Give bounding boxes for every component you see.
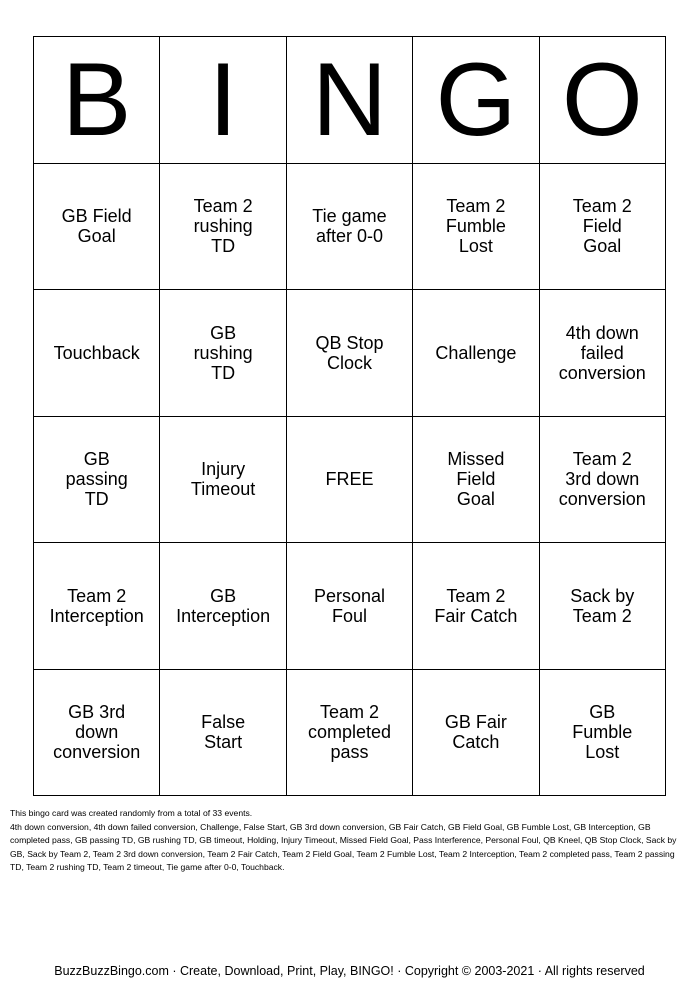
header-letter: B [62,41,132,158]
bingo-cell [413,670,539,797]
bingo-cell [34,417,160,544]
cell-label: GB 3rd down conversion [53,702,141,763]
bingo-cell [160,670,286,797]
bingo-cell [160,290,286,417]
cell-label: Team 2 Interception [49,585,144,626]
cell-label: GB Fumble Lost [572,702,633,763]
header-letter: G [435,41,517,158]
cell-label: 4th down failed conversion [558,322,646,383]
header-cell-i [160,37,286,164]
cell-label: Team 2 rushing TD [193,196,253,257]
bingo-cell [34,290,160,417]
cell-label: False Start [201,712,246,753]
cell-label: Team 2 Fumble Lost [445,196,506,257]
cell-label: Tie game after 0-0 [312,206,387,247]
bingo-cell [287,670,413,797]
bingo-cell [540,417,666,544]
cell-label: QB Stop Clock [315,332,384,373]
header-cell-g [413,37,539,164]
bingo-cell [413,543,539,670]
cell-label: Team 2 3rd down conversion [558,449,646,510]
info-intro: This bingo card was created randomly from a total of 33 events. [10,808,253,818]
cell-label: Touchback [53,342,140,363]
bingo-cell [34,164,160,291]
cell-label: Personal Foul [313,585,386,626]
cell-label: Challenge [435,342,517,363]
cell-label: Sack by Team 2 [570,585,635,626]
header-letter: I [208,41,238,158]
bingo-cell [287,543,413,670]
header-cell-n [287,37,413,164]
cell-label: GB rushing TD [193,322,253,383]
bingo-cell [287,164,413,291]
bingo-cell [413,164,539,291]
bingo-cell [287,290,413,417]
bingo-cell [540,670,666,797]
header-letter: O [561,41,643,158]
bingo-cell [34,543,160,670]
bingo-cell [540,164,666,291]
bingo-cell [540,290,666,417]
header-letter: N [311,41,388,158]
cell-label: Team 2 Field Goal [572,196,632,257]
header-cell-b [34,37,160,164]
cell-label: Injury Timeout [190,459,256,500]
site-footer: BuzzBuzzBingo.com · Create, Download, Print, Play, BINGO! · Copyright © 2003-2021 · All rights reserved [54,964,645,978]
bingo-cell [160,543,286,670]
event-list: 4th down conversion, 4th down failed conversion, Challenge, False Start, GB 3rd down conversion, GB Fair Catch, GB Field Goal, GB Fumble Lost, GB Interception, GB completed pass, GB passing TD, GB rushing TD, GB timeout, Holding, Injury Timeout, Missed Field Goal, Pass Interference, Personal Foul, QB Kneel, QB Stop Clock, Sack by GB, Sack by Team 2, Team 2 3rd down conversion, Team 2 Fair Catch, Team 2 Field Goal, Team 2 Fumble Lost, Team 2 Interception, Team 2 completed pass, Team 2 passing TD, Team 2 rushing TD, Team 2 timeout, Tie game after 0-0, Touchback. [10,821,677,873]
cell-label: Team 2 Fair Catch [434,585,518,626]
cell-label: Missed Field Goal [447,449,505,510]
cell-label: FREE [325,469,374,490]
bingo-cell [540,543,666,670]
header-cell-o [540,37,666,164]
bingo-cell [160,417,286,544]
bingo-cell [413,417,539,544]
cell-label: GB Field Goal [61,206,132,247]
bingo-cell [34,670,160,797]
cell-label: GB Fair Catch [444,712,507,753]
cell-label: GB passing TD [65,449,128,510]
bingo-cell [160,164,286,291]
card-info [10,807,682,875]
bingo-card [33,36,666,796]
cell-label: GB Interception [176,585,271,626]
cell-label: Team 2 completed pass [307,702,392,763]
bingo-cell [413,290,539,417]
free-cell [287,417,413,544]
